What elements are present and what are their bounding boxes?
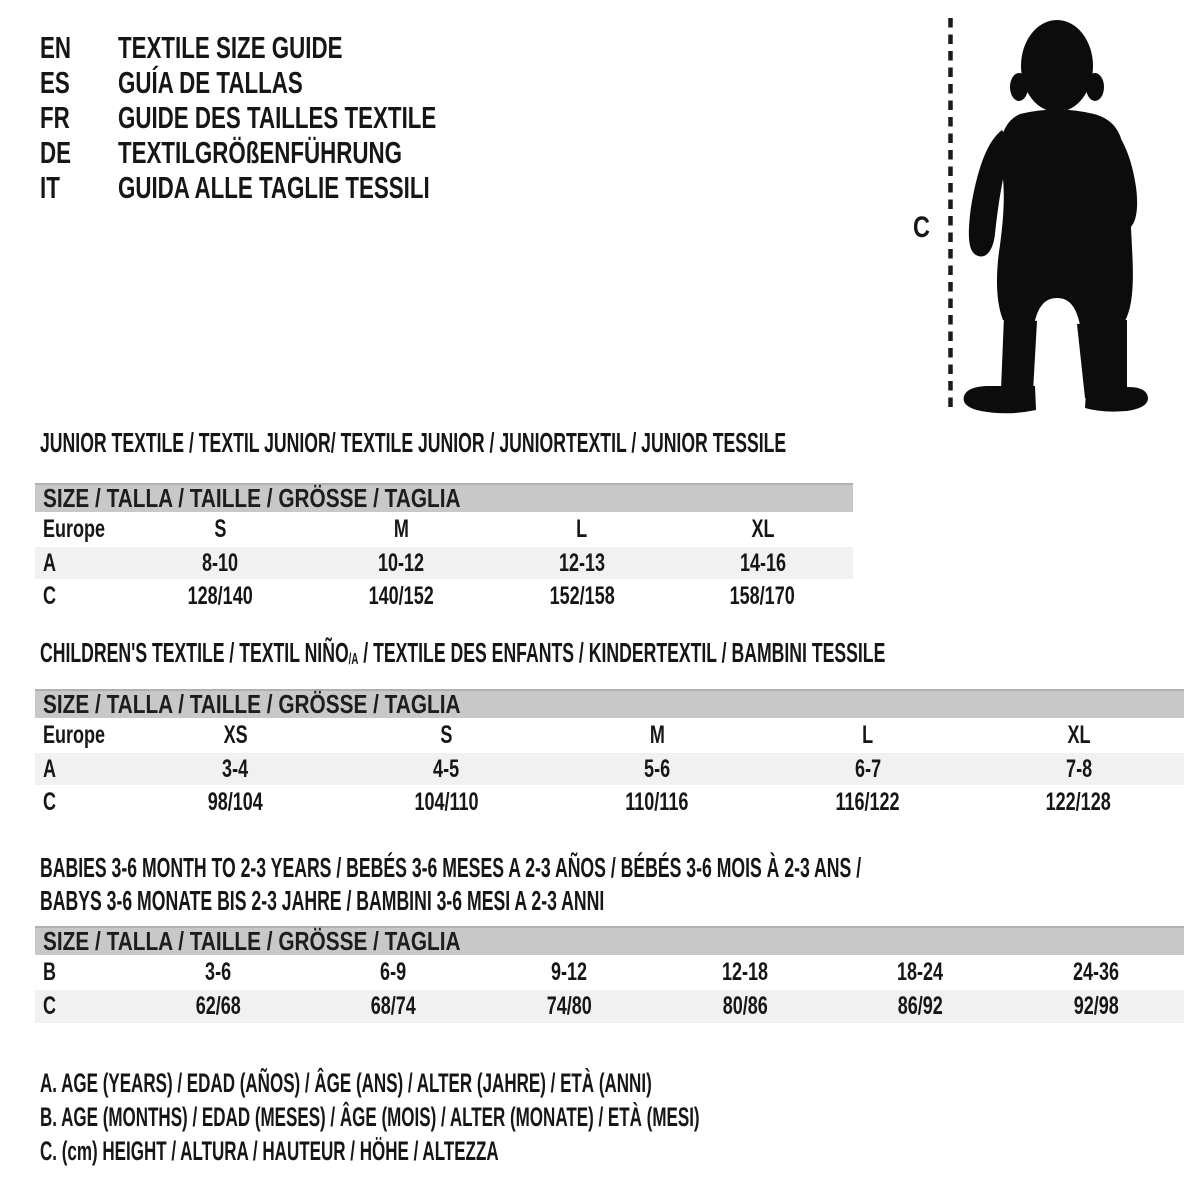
size-cell: S <box>440 721 453 749</box>
lang-row-en <box>40 30 560 65</box>
lang-row-it <box>40 170 560 205</box>
row-label: Europe <box>43 721 106 749</box>
height-cell: 74/80 <box>546 992 592 1020</box>
age-cell: 4-5 <box>433 754 460 783</box>
age-cell: 5-6 <box>643 754 671 783</box>
junior-size-header: SIZE / TALLA / TAILLE / GRÖSSE / TAGLIA <box>43 483 461 513</box>
junior-table <box>35 512 853 613</box>
height-marker-label: C <box>913 211 930 244</box>
lang-code-es: ES <box>40 65 70 100</box>
height-cell: 86/92 <box>897 992 943 1020</box>
lang-row-de <box>40 135 560 170</box>
size-cell: S <box>214 515 227 543</box>
row-label: B <box>43 958 57 986</box>
height-cell: 110/116 <box>625 787 689 816</box>
height-cell: 104/110 <box>414 787 479 816</box>
legend-line-a: A. AGE (YEARS) / EDAD (AÑOS) / ÂGE (ANS) / ALTER (JAHRE) / ETÀ (ANNI) <box>40 1068 652 1098</box>
height-cell: 98/104 <box>207 787 263 816</box>
height-cell: 140/152 <box>368 581 434 610</box>
children-size-header: SIZE / TALLA / TAILLE / GRÖSSE / TAGLIA <box>43 689 461 719</box>
size-cell: XS <box>223 721 248 749</box>
row-label: A <box>43 548 57 577</box>
table-row <box>35 512 853 547</box>
legend-line-c: C. (cm) HEIGHT / ALTURA / HAUTEUR / HÖHE / ALTEZZA <box>40 1136 499 1166</box>
size-cell: L <box>576 515 588 543</box>
language-title-block <box>40 30 560 205</box>
babies-section-heading <box>40 851 861 917</box>
lang-row-fr <box>40 100 560 135</box>
size-cell: XL <box>1067 721 1091 749</box>
babies-size-table <box>35 926 1184 1023</box>
lang-code-fr: FR <box>40 100 70 135</box>
table-row <box>35 753 1184 785</box>
height-cell: 92/98 <box>1073 992 1119 1020</box>
age-cell: 7-8 <box>1065 754 1092 783</box>
lang-code-it: IT <box>40 170 60 205</box>
size-cell: M <box>649 721 665 749</box>
babies-table <box>35 955 1184 1023</box>
table-row <box>35 579 853 613</box>
height-cell: 158/170 <box>730 581 796 610</box>
row-label: Europe <box>43 515 106 543</box>
table-row <box>35 955 1184 990</box>
age-cell: 10-12 <box>378 548 425 577</box>
age-cell: 3-4 <box>222 754 249 783</box>
children-section-heading: CHILDREN'S TEXTILE / TEXTIL NIÑO/A / TEXTILE DES ENFANTS / KINDERTEXTIL / BAMBINI TESSILE <box>40 637 886 668</box>
months-cell: 6-9 <box>380 958 407 986</box>
table-row <box>35 785 1184 819</box>
toddler-figure <box>900 0 1200 440</box>
lang-label-fr: GUIDE DES TAILLES TEXTILE <box>118 100 437 135</box>
row-label: C <box>43 787 57 816</box>
babies-size-header: SIZE / TALLA / TAILLE / GRÖSSE / TAGLIA <box>43 926 461 956</box>
children-size-table <box>35 689 1184 819</box>
lang-code-en: EN <box>40 30 72 65</box>
age-cell: 12-13 <box>558 548 605 577</box>
nino-a-subscript: /A <box>348 650 359 668</box>
lang-row-es <box>40 65 560 100</box>
row-label: C <box>43 992 57 1020</box>
lang-label-en: TEXTILE SIZE GUIDE <box>118 30 343 65</box>
toddler-silhouette <box>964 20 1148 413</box>
height-cell: 116/122 <box>835 787 900 816</box>
junior-size-table <box>35 483 853 613</box>
size-cell: L <box>862 721 874 749</box>
height-cell: 62/68 <box>195 992 241 1020</box>
months-cell: 3-6 <box>204 958 231 986</box>
size-cell: XL <box>751 515 775 543</box>
babies-heading-line1: BABIES 3-6 MONTH TO 2-3 YEARS / BEBÉS 3-6 MESES A 2-3 AÑOS / BÉBÉS 3-6 MOIS À 2-3 ANS / <box>40 852 862 883</box>
table-row <box>35 718 1184 753</box>
row-label: C <box>43 581 57 610</box>
months-cell: 18-24 <box>897 958 944 986</box>
children-size-header-bar <box>35 689 1184 718</box>
height-cell: 122/128 <box>1046 787 1112 816</box>
height-cell: 80/86 <box>722 992 768 1020</box>
junior-section-heading: JUNIOR TEXTILE / TEXTIL JUNIOR/ TEXTILE JUNIOR / JUNIORTEXTIL / JUNIOR TESSILE <box>40 427 787 458</box>
babies-heading-line2: BABYS 3-6 MONATE BIS 2-3 JAHRE / BAMBINI 3-6 MESI A 2-3 ANNI <box>40 885 605 916</box>
lang-label-es: GUÍA DE TALLAS <box>118 65 303 100</box>
height-cell: 68/74 <box>370 992 417 1020</box>
lang-label-de: TEXTILGRÖßENFÜHRUNG <box>118 135 402 170</box>
legend <box>40 1066 1087 1168</box>
age-cell: 14-16 <box>739 548 786 577</box>
age-cell: 8-10 <box>202 548 239 577</box>
table-row <box>35 547 853 579</box>
junior-size-header-bar <box>35 483 853 512</box>
months-cell: 9-12 <box>551 958 588 986</box>
months-cell: 24-36 <box>1073 958 1120 986</box>
table-row <box>35 990 1184 1023</box>
row-label: A <box>43 754 57 783</box>
lang-label-it: GUIDA ALLE TAGLIE TESSILI <box>118 170 430 205</box>
height-cell: 128/140 <box>187 581 253 610</box>
lang-code-de: DE <box>40 135 72 170</box>
legend-line-b: B. AGE (MONTHS) / EDAD (MESES) / ÂGE (MOIS) / ALTER (MONATE) / ETÀ (MESI) <box>40 1102 700 1132</box>
children-table <box>35 718 1184 819</box>
months-cell: 12-18 <box>721 958 768 986</box>
height-cell: 152/158 <box>549 581 615 610</box>
age-cell: 6-7 <box>854 754 881 783</box>
size-cell: M <box>393 515 409 543</box>
babies-size-header-bar <box>35 926 1184 955</box>
